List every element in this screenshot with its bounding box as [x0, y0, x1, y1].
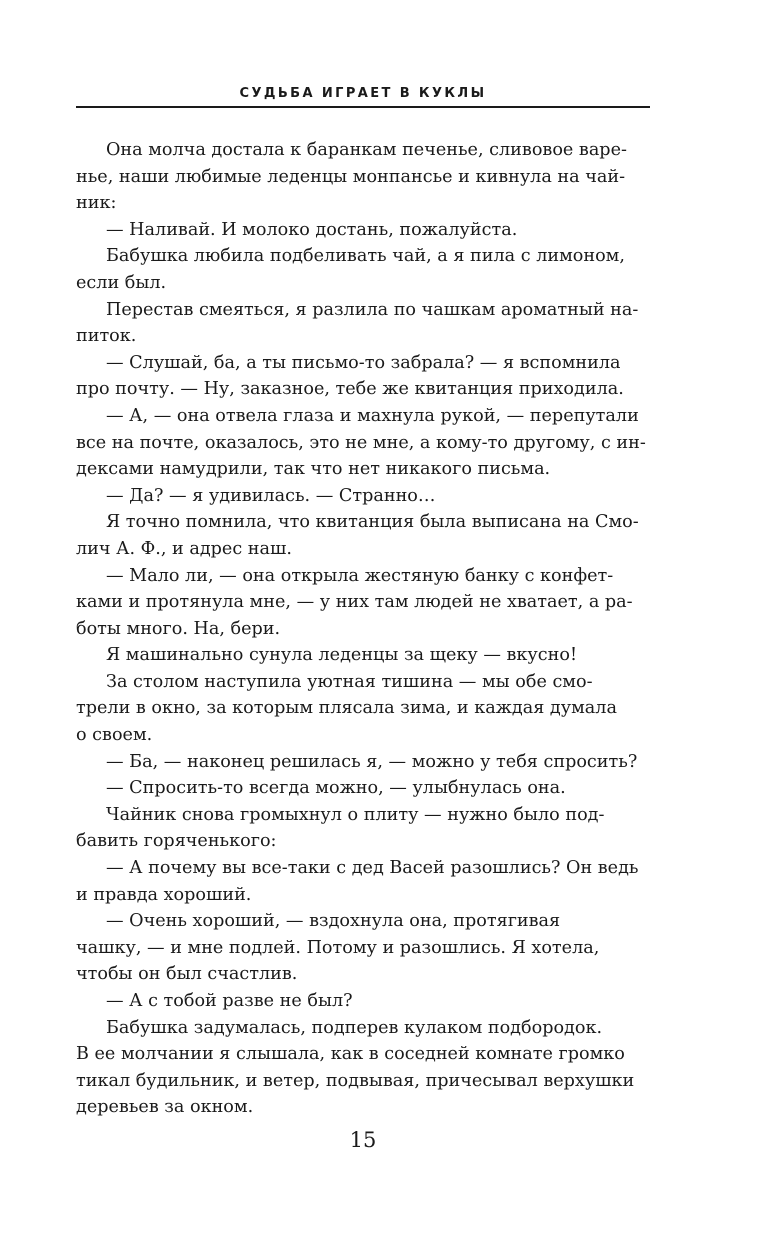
paragraph: Я точно помнила, что квитанция была выписана на Смо- лич А. Ф., и адрес наш.: [76, 512, 639, 559]
page-number: 15: [349, 1128, 377, 1152]
paragraph: Я машинально сунула леденцы за щеку — вкусно!: [106, 645, 578, 666]
body-text: [76, 137, 650, 1121]
running-head: СУДЬБА ИГРАЕТ В КУКЛЫ: [239, 86, 487, 101]
paragraph: — Слушай, ба, а ты письмо-то забрала? — я вспомнила про почту. — Ну, заказное, тебе же квитанция приходила.: [76, 352, 624, 400]
paragraph: Она молча достала к баранкам печенье, сливовое варе- нье, наши любимые леденцы монпансье и кивнула на чай- ник:: [76, 140, 627, 214]
paragraph: — Да? — я удивилась. — Странно…: [106, 485, 436, 506]
paragraph: — А, — она отвела глаза и махнула рукой, — перепутали все на почте, оказалось, это не мне, а кому-то другому, с ин- дексами намудрили, так что нет никакого письма.: [76, 405, 646, 480]
paragraph: — Мало ли, — она открыла жестяную банку с конфет- ками и протянула мне, — у них там людей не хватает, а ра- боты много. На, бери.: [76, 565, 633, 639]
paragraph: — Очень хороший, — вздохнула она, протягивая чашку, — и мне подлей. Потому и разошлись. Я хотела, чтобы он был счастлив.: [76, 911, 600, 985]
paragraph: Перестав смеяться, я разлила по чашкам ароматный на- питок.: [76, 299, 639, 347]
paragraph: — А почему вы все-таки с дед Васей разошлись? Он ведь и правда хороший.: [76, 858, 639, 905]
paragraph: — Спросить-то всегда можно, — улыбнулась она.: [106, 778, 566, 799]
paragraph: — Наливай. И молоко достань, пожалуйста.: [106, 219, 518, 240]
paragraph: — А с тобой разве не был?: [106, 991, 353, 1011]
header-rule: [76, 106, 650, 108]
paragraph: За столом наступила уютная тишина — мы обе смо- трели в окно, за которым плясала зима, и каждая думала о своем.: [76, 671, 617, 746]
paragraph: Чайник снова громыхнул о плиту — нужно было под- бавить горяченького:: [76, 804, 605, 852]
paragraph: Бабушка любила подбеливать чай, а я пила с лимоном, если был.: [76, 246, 625, 293]
paragraph: Бабушка задумалась, подперев кулаком подбородок. В ее молчании я слышала, как в соседней комнате громко тикал будильник, и ветер, подвывая, причесывал верхушки деревьев за окном.: [76, 1017, 635, 1118]
paragraph: — Ба, — наконец решилась я, — можно у тебя спросить?: [106, 751, 638, 772]
